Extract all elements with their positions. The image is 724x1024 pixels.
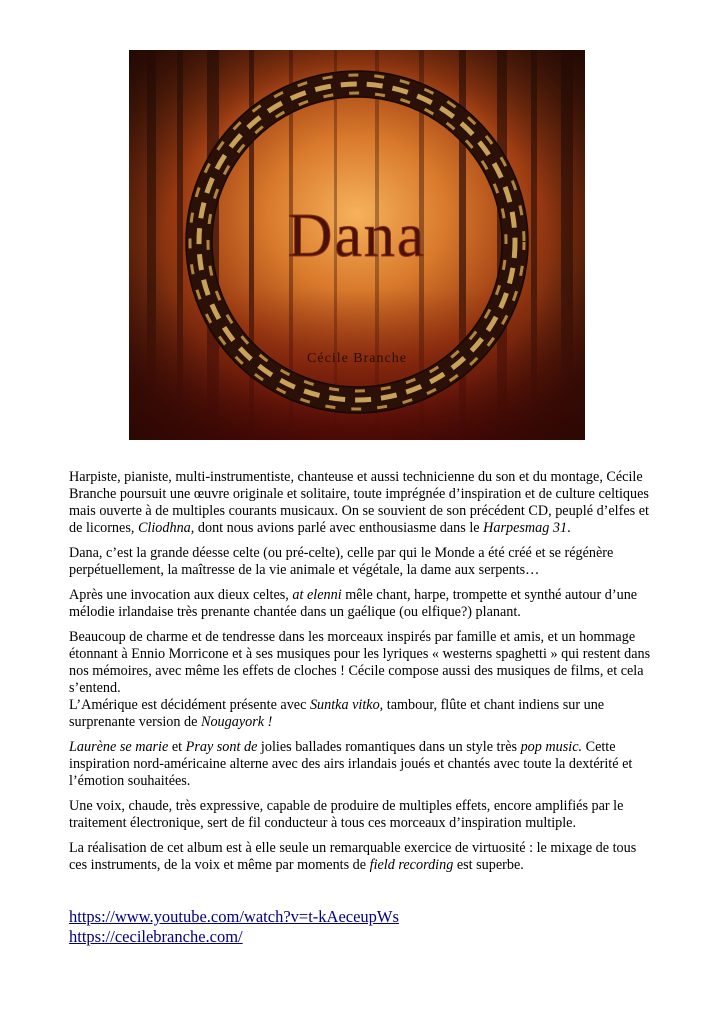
paragraph-ballads: Laurène se marie et Pray sont de jolies ballades romantiques dans un style très pop music. Cette inspiration nord-américaine alterne avec des airs irlandais joués et chantés avec toute la dextérité et l’émotion souhaitées. [69,739,633,789]
website-link[interactable]: https://cecilebranche.com/ [69,927,243,946]
paragraph-intro: Harpiste, pianiste, multi-instrumentiste, chanteuse et aussi technicienne du son et du montage, Cécile Branche poursuit une œuvre originale et solitaire, toute imprégnée d’inspiration et de culture celtiques mais ouverte à de multiples courants musicaux. On se souvient de son précédent CD, peuplé d’elfes et de licornes, Cliodhna, dont nous avions parlé avec enthousiasme dans le Harpesmag 31. [69,469,649,536]
album-cover [129,50,585,440]
paragraph-dana: Dana, c’est la grande déesse celte (ou pré-celte), celle par qui le Monde a été créé et se régénère perpétuellement, la maîtresse de la vie animale et végétale, la dame aux serpents… [69,545,614,578]
cover-artist: Cécile Branche [307,351,407,366]
paragraph-production: La réalisation de cet album est à elle seule un remarquable exercice de virtuosité : le mixage de tous ces instruments, de la voix et même par moments de field recording est superbe. [69,840,637,873]
paragraph-morricone: Beaucoup de charme et de tendresse dans les morceaux inspirés par famille et amis, et un hommage étonnant à Ennio Morricone et à ses musiques pour les lyriques « westerns spaghetti » qui restent dans nos mémoires, avec même les effets de cloches ! Cécile compose aussi des musiques de films, et cela s’entend. [69,629,651,696]
cover-title: Dana [287,202,427,270]
external-links [69,907,399,947]
paragraph-invocation: Après une invocation aux dieux celtes, at elenni mêle chant, harpe, trompette et synthé autour d’une mélodie irlandaise très prenante chantée dans un gaélique (ou elfique?) planant. [69,587,638,620]
review-article [69,469,657,882]
youtube-link[interactable]: https://www.youtube.com/watch?v=t-kAeceupWs [69,907,399,926]
album-cover-art [129,50,585,440]
paragraph-america: L’Amérique est décidément présente avec Suntka vitko, tambour, flûte et chant indiens sur une surprenante version de Nougayork ! [69,697,605,730]
paragraph-voice: Une voix, chaude, très expressive, capable de produire de multiples effets, encore amplifiés par le traitement électronique, sert de fil conducteur à tous ces morceaux d’inspiration multiple. [69,798,624,831]
